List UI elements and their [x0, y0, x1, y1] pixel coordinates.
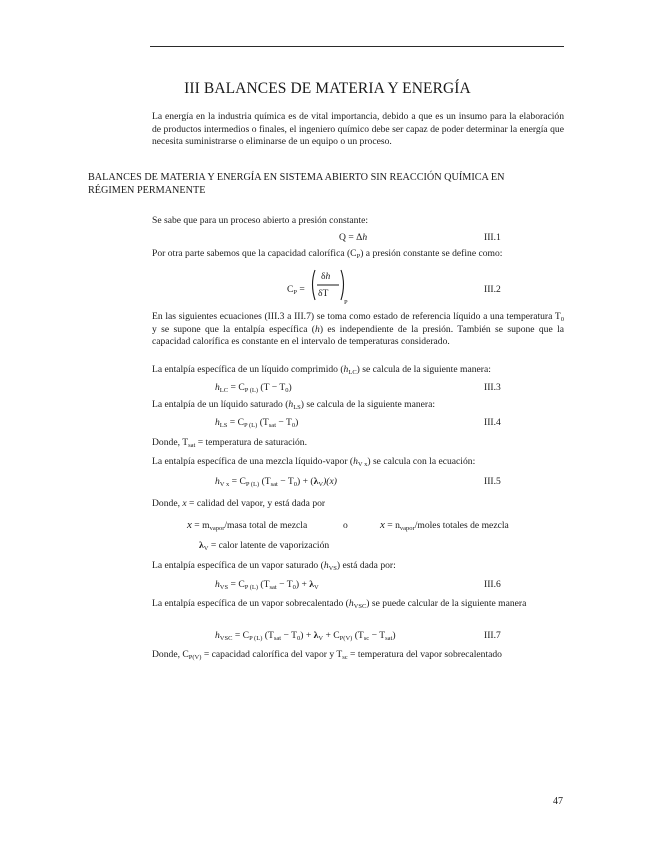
paragraph-4: La entalpía específica de un líquido comprimido $(h_{LC})$ se calcula de la siguiente manera:	[152, 364, 491, 376]
equation-number-III-7: III.7	[484, 630, 501, 641]
quality-mass-definition: $x = m_{vapor}$/masa total de mezcla	[187, 519, 308, 532]
equation-III-4: $h_{LS} = C_{P (L)}$ $(T_{sat} - T_0)$	[215, 417, 299, 429]
intro-paragraph: La energía en la industria química es de vital importancia, debido a que es un insumo para la elaboración de productos intermedios o finales, el ingeniero químico debe ser capaz de poder determinar la energía que necesita suministrarse o eliminarse de un equipo o un proceso.	[152, 111, 564, 148]
paragraph-10: La entalpía específica de un vapor sobrecalentado $(h_{VSC})$ se puede calcular de la siguiente manera	[152, 598, 527, 610]
equation-III-3: $h_{LC} = C_{P (L)}$ $(T - T_0)$	[215, 382, 292, 394]
equation-number-III-6: III.6	[484, 579, 501, 590]
paragraph-11: Donde, $C_{P(V)}$ = capacidad calorífica del vapor y $T_{sc}$ = temperatura del vapor sobrecalentado	[152, 649, 502, 661]
equation-number-III-5: III.5	[484, 476, 501, 487]
equation-number-III-1: III.1	[484, 232, 501, 243]
chapter-title: III BALANCES DE MATERIA Y ENERGÍA	[184, 80, 471, 97]
paragraph-5: La entalpía de un líquido saturado $(h_{LS})$ se calcula de la siguiente manera:	[152, 399, 436, 411]
paragraph-2: Por otra parte sabemos que la capacidad calorífica $(C_P)$ a presión constante se define como:	[152, 248, 503, 260]
header-rule	[150, 46, 564, 47]
section-heading: BALANCES DE MATERIA Y ENERGÍA EN SISTEMA ABIERTO SIN REACCIÓN QUÍMICA EN RÉGIMEN PERMANENTE	[88, 172, 505, 196]
equation-III-7: $h_{VSC} = C_{P (L)}$ $(T_{sat} - T_0) + \lambda_V + C_{P(V)}$ $(T_{sc} - T_{sat})$	[215, 630, 396, 642]
paragraph-6: Donde, $T_{sat}$ = temperatura de saturación.	[152, 437, 307, 449]
paragraph-9: La entalpía específica de un vapor saturado $(h_{VS})$ está dada por:	[152, 560, 396, 572]
paragraph-8: Donde, x = calidad del vapor, y está dada por	[152, 498, 326, 509]
equation-number-III-2: III.2	[484, 284, 501, 295]
equation-III-1: Q = Δh	[339, 232, 368, 243]
paragraph-3: En las siguientes ecuaciones (III.3 a III.7) se toma como estado de referencia líquido a una temperatura $T_0$ y se supone que la entalpía específica (h) es independiente de la presión. También se supone que la capacidad calorífica es constante en el intervalo de temperaturas considerado.	[152, 311, 564, 348]
equation-III-5: $h_{V x} = C_{P (L)}$ $(T_{sat} - T_0) + (\lambda_V)(x)$	[215, 476, 337, 488]
page-number: 47	[553, 796, 563, 807]
quality-moles-definition: $x = n_{vapor}$/moles totales de mezcla	[380, 519, 509, 532]
quality-or: o	[343, 520, 348, 531]
equation-number-III-4: III.4	[484, 417, 501, 428]
equation-number-III-3: III.3	[484, 382, 501, 393]
latent-heat-definition: $\lambda_V$ = calor latente de vaporización	[199, 540, 330, 552]
equation-III-6: $h_{VS} = C_{P (L)}$ $(T_{sat} - T_0) + \lambda_V$	[215, 579, 319, 591]
paragraph-7: La entalpía específica de una mezcla líquido-vapor $(h_{V x})$ se calcula con la ecuación:	[152, 456, 476, 468]
paragraph-1: Se sabe que para un proceso abierto a presión constante:	[152, 215, 369, 226]
